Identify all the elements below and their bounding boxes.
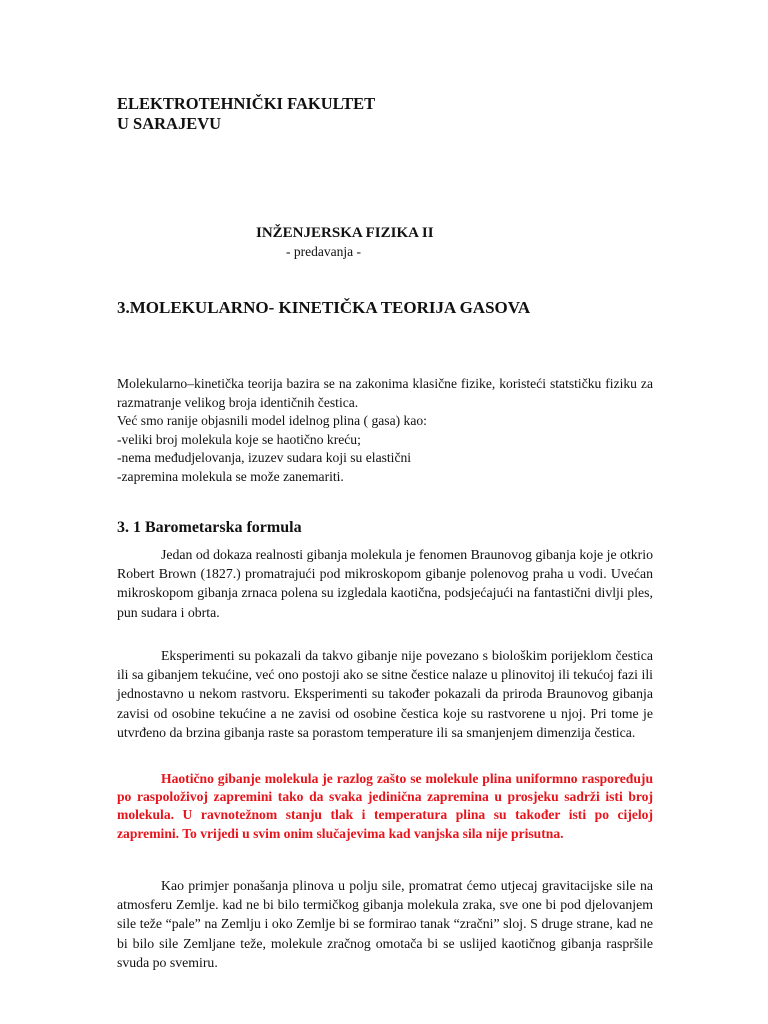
intro-list-item: -zapremina molekula se može zanemariti. xyxy=(117,468,344,484)
faculty-city: U SARAJEVU xyxy=(117,114,222,133)
intro-paragraph: Molekularno–kinetička teorija bazira se na zakonima klasične fizike, koristeći statstičku fiziku za razmatranje velikog broja identičnih čestica. xyxy=(117,376,653,410)
section-title: 3. 1 Barometarska formula xyxy=(117,519,302,536)
course-subtitle: - predavanja - xyxy=(286,244,361,259)
intro-list-item: -nema međudjelovanja, izuzev sudara koji su elastični xyxy=(117,450,412,466)
chapter-title: 3.MOLEKULARNO- KINETIČKA TEORIJA GASOVA xyxy=(117,298,531,317)
body-paragraph-1: Jedan od dokaza realnosti gibanja molekula je fenomen Braunovog gibanja koje je otkrio Robert Brown (1827.) promatrajući pod mikroskopom gibanje polenovog praha u vodi. Uvećan mikroskopom gibanja zrnaca polena su izgledala kaotična, podsjećajući na fantastični divlji ples, pun sudara i obrta. xyxy=(117,547,653,620)
intro-model-line: Već smo ranije objasnili model idelnog plina ( gasa) kao: xyxy=(117,413,427,429)
body-paragraph-2: Eksperimenti su pokazali da takvo gibanje nije povezano s biološkim porijeklom čestica ili sa gibanjem tekućine, već ono postoji ako se sitne čestice nalaze u plinovitoj ili tekućoj fazi ili jednostavno u nekom rastvoru. Eksperimenti su također pokazali da priroda Braunovog gibanja zavisi od osobine tekućine a ne zavisi od osobine čestica koje su rastvorene u njoj. Pri tome je utvrđeno da brzina gibanja raste sa porastom temperature ili sa smanjenjem dimenzija čestica. xyxy=(117,648,653,740)
body-paragraph-4: Kao primjer ponašanja plinova u polju sile, promatrat ćemo utjecaj gravitacijske sile na atmosferu Zemlje. kad ne bi bilo termičkog gibanja molekula zraka, sve one bi pod djelovanjem sile teže “pale” na Zemlju i oko Zemlje bi se formirao tanak “zračni” sloj. S druge strane, kad ne bi bilo sile Zemljane teže, molekule zračnog omotača bi se uslijed kaotičnog gibanja raspršile svuda po svemiru. xyxy=(117,878,653,970)
intro-block xyxy=(117,375,653,487)
highlighted-paragraph: Haotično gibanje molekula je razlog zašto se molekule plina uniformno raspoređuju po raspoloživoj zapremini tako da svaka jedinična zapremina u prosjeku sadrži isti broj molekula. U ravnotežnom stanju tlak i temperatura plina su također isti po cijeloj zapremini. To vrijedi u svim onim slučajevima kad vanjska sila nije prisutna. xyxy=(117,771,653,841)
faculty-name: ELEKTROTEHNIČKI FAKULTET xyxy=(117,94,376,113)
course-title: INŽENJERSKA FIZIKA II xyxy=(256,225,434,241)
intro-list-item: -veliki broj molekula koje se haotično kreću; xyxy=(117,431,361,447)
faculty-header xyxy=(117,94,375,134)
